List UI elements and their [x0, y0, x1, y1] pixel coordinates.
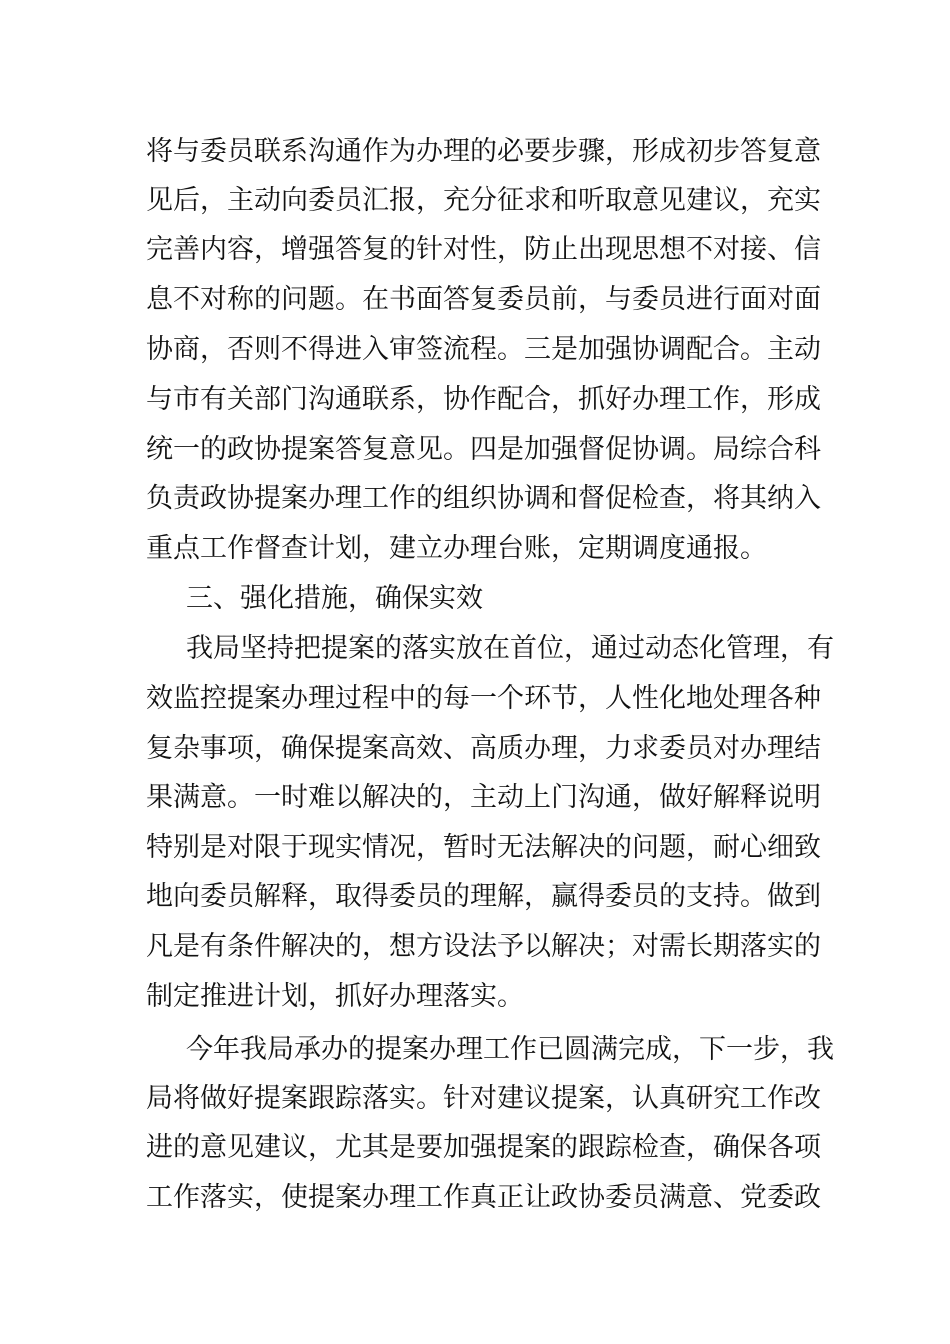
body-line-11: 我局坚持把提案的落实放在首位，通过动态化管理，有: [186, 633, 834, 664]
body-line-3: 完善内容，增强答复的针对性，防止出现思想不对接、信: [146, 234, 821, 265]
body-line-12: 效监控提案办理过程中的每一个环节，人性化地处理各种: [146, 683, 821, 714]
body-line-1: 将与委员联系沟通作为办理的必要步骤，形成初步答复意: [146, 136, 821, 167]
body-line-8: 负责政协提案办理工作的组织协调和督促检查，将其纳入: [146, 483, 821, 514]
body-line-19: 今年我局承办的提案办理工作已圆满完成，下一步，我: [186, 1034, 834, 1065]
body-line-2: 见后，主动向委员汇报，充分征求和听取意见建议，充实: [146, 185, 821, 216]
body-line-7: 统一的政协提案答复意见。四是加强督促协调。局综合科: [146, 434, 821, 465]
body-line-9: 重点工作督查计划，建立办理台账，定期调度通报。: [146, 533, 767, 564]
body-line-5: 协商，否则不得进入审签流程。三是加强协调配合。主动: [146, 334, 821, 365]
body-line-15: 特别是对限于现实情况，暂时无法解决的问题，耐心细致: [146, 832, 821, 863]
body-line-6: 与市有关部门沟通联系，协作配合，抓好办理工作，形成: [146, 384, 821, 415]
body-line-22: 工作落实，使提案办理工作真正让政协委员满意、党委政: [146, 1182, 821, 1213]
body-line-13: 复杂事项，确保提案高效、高质办理，力求委员对办理结: [146, 733, 821, 764]
body-line-17: 凡是有条件解决的，想方设法予以解决；对需长期落实的: [146, 931, 821, 962]
body-line-4: 息不对称的问题。在书面答复委员前，与委员进行面对面: [146, 284, 821, 315]
section-heading: 三、强化措施，确保实效: [186, 583, 483, 614]
body-line-20: 局将做好提案跟踪落实。针对建议提案，认真研究工作改: [146, 1083, 821, 1114]
body-line-21: 进的意见建议，尤其是要加强提案的跟踪检查，确保各项: [146, 1132, 821, 1163]
body-line-16: 地向委员解释，取得委员的理解，赢得委员的支持。做到: [146, 881, 821, 912]
body-line-18: 制定推进计划，抓好办理落实。: [146, 981, 524, 1012]
body-line-14: 果满意。一时难以解决的，主动上门沟通，做好解释说明: [146, 782, 821, 813]
